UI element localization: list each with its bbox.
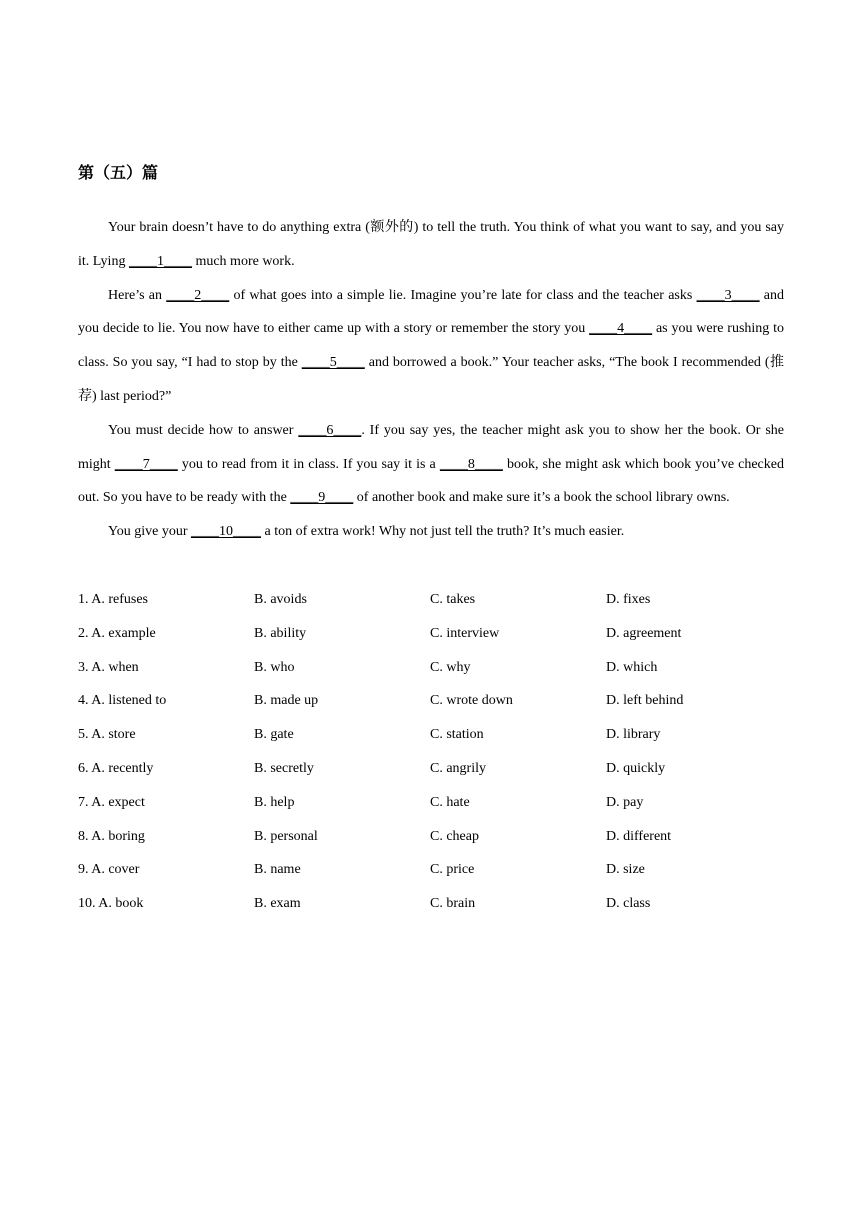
option-d: D. library: [606, 727, 661, 743]
passage-text: much more work.: [191, 253, 295, 269]
option-a: 3. A. when: [78, 659, 139, 675]
option-c: C. price: [430, 862, 475, 878]
passage-text: of what goes into a simple lie. Imagine you’re late for class and the teacher asks: [229, 287, 697, 303]
passage-text: as you were rushing to class. So you say, “I had to stop by the: [78, 321, 784, 371]
passage-text: Here’s an: [108, 287, 167, 303]
passage-text: You give your: [108, 524, 191, 540]
passage-text: Your brain doesn’t have to do anything extra (额外的) to tell the truth. You think of what you want to say, and you say it. Lying: [78, 220, 784, 269]
blank-6: ____6____: [298, 422, 362, 438]
passage-text: you to read from it in class. If you say it is a: [177, 456, 440, 472]
option-d: D. left behind: [606, 693, 684, 709]
passage-text: book, she might ask which book you’ve checked out. So you have to be ready with the: [78, 456, 784, 506]
passage: [78, 211, 784, 549]
option-a: 2. A. example: [78, 625, 156, 641]
option-c: C. cheap: [430, 828, 479, 844]
option-b: B. secretly: [254, 760, 314, 776]
option-b: B. help: [254, 794, 295, 810]
option-a: 7. A. expect: [78, 794, 145, 810]
option-c: C. angrily: [430, 760, 486, 776]
passage-paragraph-3: [78, 414, 784, 515]
question-options-row: [78, 718, 784, 752]
option-b: B. name: [254, 862, 301, 878]
option-a: 8. A. boring: [78, 828, 145, 844]
option-c: C. hate: [430, 794, 470, 810]
passage-text: and you decide to lie. You now have to either came up with a story or remember the story you: [78, 287, 785, 337]
question-options-row: [78, 786, 784, 820]
passage-paragraph-1: [78, 211, 784, 279]
question-options-row: [78, 684, 784, 718]
option-d: D. different: [606, 828, 672, 844]
blank-7: ____7____: [114, 456, 178, 472]
option-a: 9. A. cover: [78, 862, 140, 878]
blank-2: ____2____: [166, 287, 230, 303]
option-d: D. class: [606, 896, 651, 912]
passage-text: . If you say yes, the teacher might ask you to show her the book. Or she might: [78, 422, 784, 472]
question-options-row: [78, 617, 784, 651]
option-b: B. personal: [254, 828, 318, 844]
option-a: 6. A. recently: [78, 760, 154, 776]
option-b: B. exam: [254, 896, 301, 912]
blank-5: ____5____: [301, 355, 365, 371]
question-options-row: [78, 887, 784, 921]
option-b: B. made up: [254, 693, 319, 709]
option-c: C. station: [430, 727, 484, 743]
option-d: D. agreement: [606, 625, 682, 641]
blank-4: ____4____: [589, 321, 653, 337]
blank-1: ____1____: [128, 253, 192, 269]
option-c: C. wrote down: [430, 693, 513, 709]
option-d: D. quickly: [606, 760, 666, 776]
passage-text: a ton of extra work! Why not just tell the truth? It’s much easier.: [260, 524, 625, 540]
passage-text: You must decide how to answer: [108, 422, 299, 438]
blank-3: ____3____: [696, 287, 760, 303]
option-a: 1. A. refuses: [78, 592, 148, 607]
option-a: 4. A. listened to: [78, 693, 167, 709]
option-c: C. brain: [430, 896, 476, 912]
option-a: 10. A. book: [78, 896, 144, 912]
option-c: C. interview: [430, 625, 500, 641]
option-d: D. fixes: [606, 592, 651, 607]
blank-8: ____8____: [439, 456, 503, 472]
option-b: B. gate: [254, 727, 294, 743]
question-options-row: [78, 820, 784, 854]
option-b: B. avoids: [254, 592, 307, 607]
passage-paragraph-4: [78, 515, 784, 549]
passage-text: of another book and make sure it’s a book the school library owns.: [353, 490, 730, 506]
option-b: B. ability: [254, 625, 307, 641]
option-a: 5. A. store: [78, 727, 136, 743]
question-options-row: [78, 752, 784, 786]
question-options-row: [78, 651, 784, 685]
passage-paragraph-2: [78, 279, 784, 414]
option-c: C. takes: [430, 592, 476, 607]
section-heading: 第（五）篇: [78, 163, 159, 182]
option-c: C. why: [430, 659, 471, 675]
question-options-row: [78, 583, 784, 617]
option-b: B. who: [254, 659, 295, 675]
blank-9: ____9____: [290, 490, 354, 506]
question-options-row: [78, 853, 784, 887]
option-d: D. size: [606, 862, 645, 878]
passage-text: and borrowed a book.” Your teacher asks, “The book I recommended (推荐) last period?”: [78, 355, 784, 404]
answer-options: [78, 583, 784, 921]
blank-10: ____10____: [190, 524, 261, 540]
option-d: D. which: [606, 659, 658, 675]
option-d: D. pay: [606, 794, 644, 810]
